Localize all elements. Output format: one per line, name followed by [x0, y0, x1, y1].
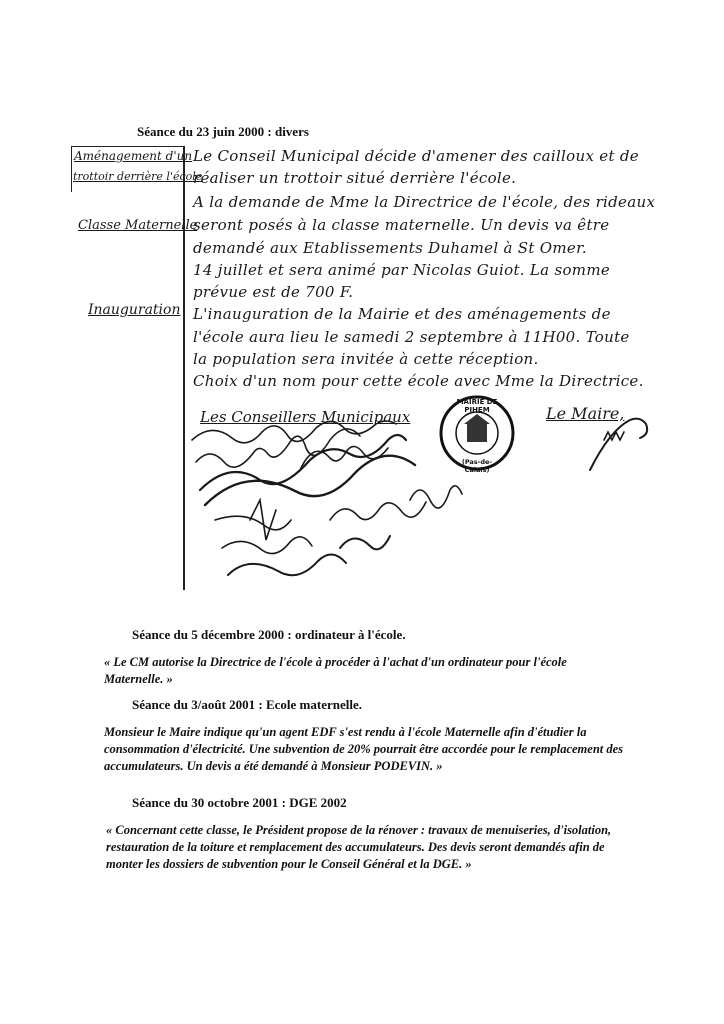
handwritten-line: A la demande de Mme la Directrice de l'école, des rideaux — [193, 193, 656, 211]
seance-heading: Séance du 3/août 2001 : Ecole maternelle. — [132, 697, 362, 712]
seance-heading: Séance du 30 octobre 2001 : DGE 2002 — [132, 795, 347, 810]
handwritten-line: Choix d'un nom pour cette école avec Mme la Directrice. — [193, 372, 644, 390]
margin-note: Inauguration — [88, 302, 181, 318]
seance-text: « Le CM autorise la Directrice de l'école à procéder à l'achat d'un ordinateur pour l'école Maternelle. » — [104, 655, 567, 686]
seance-heading: Séance du 5 décembre 2000 : ordinateur à l'école. — [132, 627, 406, 642]
margin-note: Classe Maternelle — [78, 218, 198, 233]
seance-heading: Séance du 23 juin 2000 : divers — [137, 124, 309, 139]
margin-note: Aménagement d'un — [74, 149, 193, 163]
handwritten-line: Le Conseil Municipal décide d'amener des cailloux et de — [193, 147, 639, 165]
handwritten-line: réaliser un trottoir situé derrière l'école. — [193, 169, 517, 187]
stamp-top-text: MAIRIE DE PIHEM — [456, 398, 498, 414]
handwritten-line: 14 juillet et sera animé par Nicolas Guiot. La somme — [193, 261, 611, 279]
handwritten-line: L'inauguration de la Mairie et des aménagements de — [193, 305, 611, 323]
handwritten-line: l'école aura lieu le samedi 2 septembre à 11H00. Toute — [193, 328, 630, 346]
maire-label: Le Maire, — [546, 404, 625, 423]
handwritten-line: la population sera invitée à cette réception. — [193, 350, 539, 368]
margin-note: trottoir derrière l'école — [73, 170, 203, 183]
handwritten-line: demandé aux Etablissements Duhamel à St Omer. — [193, 239, 587, 257]
seance-text: « Concernant cette classe, le Président propose de la rénover : travaux de menuiseries, d'isolation, restauration de la toiture et remplacement des accumulateurs. Des devis seront demandés afin de monter les dossiers de subvention pour le Conseil Général et la DGE. » — [106, 823, 612, 871]
signatures-label: Les Conseillers Municipaux — [200, 408, 411, 426]
handwritten-line: prévue est de 700 F. — [193, 283, 354, 301]
handwritten-line: seront posés à la classe maternelle. Un devis va être — [193, 216, 610, 234]
seance-text: Monsieur le Maire indique qu'un agent EDF s'est rendu à l'école Maternelle afin d'étudier la consommation d'électricité. Une subvention de 20% pourrait être accordée pour le remplacement des accumulateurs. Un devis a été demandé à Monsieur PODEVIN. » — [104, 725, 624, 773]
stamp-bottom-text: (Pas-de-Calais) — [461, 458, 493, 474]
